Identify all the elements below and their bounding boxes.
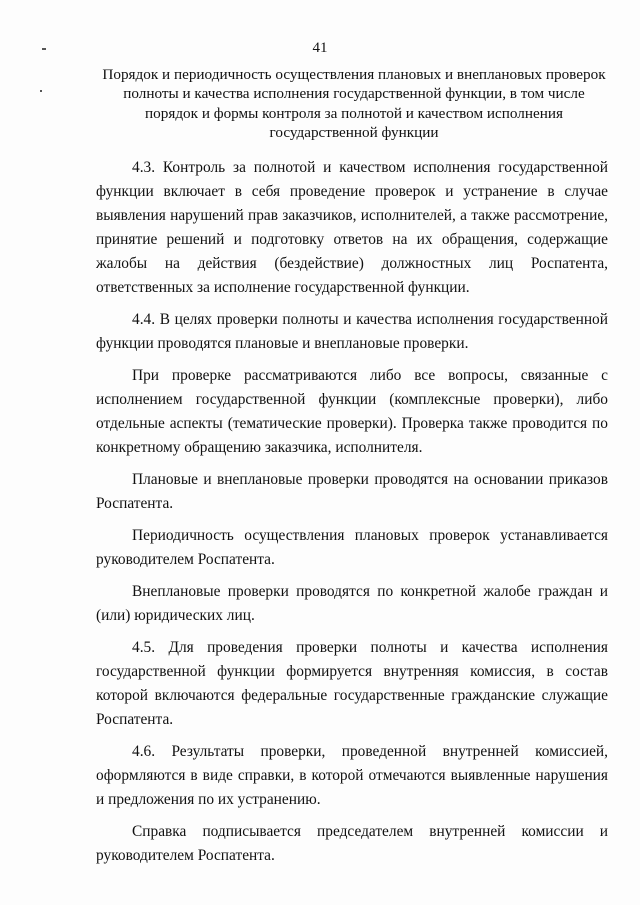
paragraph: 4.3. Контроль за полнотой и качеством исполнения государственной функции включает в себя проведение проверок и устранение в случае выявления нарушений прав заказчиков, исполнителей, а также рассмотрение, принятие решений и подготовку ответов на их обращения, содержащие жалобы на действия (бездействие) должностных лиц Роспатента, ответственных за исполнение государственной функции. <box>96 159 608 296</box>
section-heading: Порядок и периодичность осуществления плановых и внеплановых проверок полноты и качества исполнения государственной функции, в том числе порядок и формы контроля за полнотой и качеством исполнения государственной функции <box>102 66 606 141</box>
paragraph: Периодичность осуществления плановых проверок устанавливается руководителем Роспатента. <box>96 527 608 568</box>
paragraph: Внеплановые проверки проводятся по конкретной жалобе граждан и (или) юридических лиц. <box>96 583 608 624</box>
paragraph: 4.4. В целях проверки полноты и качества исполнения государственной функции проводятся плановые и внеплановые проверки. <box>96 311 608 352</box>
page-number: 41 <box>312 40 328 56</box>
paragraph: 4.5. Для проведения проверки полноты и качества исполнения государственной функции формируется внутренняя комиссия, в состав которой включаются федеральные государственные гражданские служащие Роспатента. <box>96 639 608 728</box>
paragraph: Справка подписывается председателем внутренней комиссии и руководителем Роспатента. <box>96 823 608 864</box>
document-body <box>96 156 608 876</box>
scan-mark <box>40 90 42 92</box>
paragraph: Плановые и внеплановые проверки проводятся на основании приказов Роспатента. <box>96 471 608 512</box>
paragraph: 4.6. Результаты проверки, проведенной внутренней комиссией, оформляются в виде справки, в которой отмечаются выявленные нарушения и предложения по их устранению. <box>96 743 608 808</box>
paragraph: При проверке рассматриваются либо все вопросы, связанные с исполнением государственной функции (комплексные проверки), либо отдельные аспекты (тематические проверки). Проверка также проводится по конкретному обращению заказчика, исполнителя. <box>96 367 608 456</box>
